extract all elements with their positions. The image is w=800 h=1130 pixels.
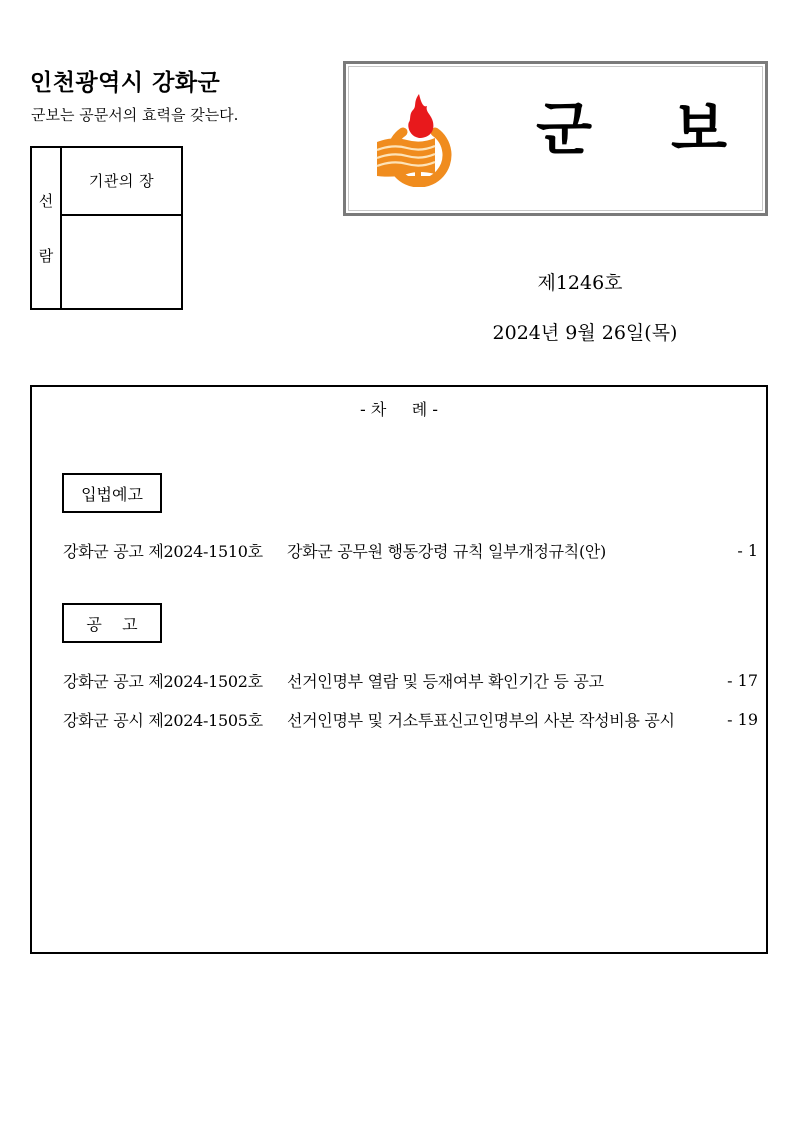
approval-side-column [32,148,62,308]
toc-entry[interactable] [63,538,758,562]
toc-title: - 차 례 - [359,400,439,419]
issue-date: 2024년 9월 26일(목) [492,322,678,344]
table-of-contents [30,385,768,954]
toc-entry-subject: 강화군 공무원 행동강령 규칙 일부개정규칙(안) [287,541,606,561]
gangwha-emblem-icon [373,92,463,187]
approval-signature-cell [62,216,181,308]
approval-side-label-top: 선 [38,192,54,210]
toc-entry-subject: 선거인명부 및 거소투표신고인명부의 사본 작성비용 공시 [287,710,675,730]
toc-entry-page: - 17 [727,670,758,690]
toc-entry-ref: 강화군 공시 제2024-1505호 [63,710,263,730]
toc-entry-page: - 1 [737,540,758,560]
masthead-title-char-1: 군 [536,95,593,163]
toc-entry[interactable] [63,668,758,692]
toc-entry[interactable] [63,707,758,731]
issue-number: 제1246호 [537,272,623,294]
section-label-public-notice: 공 고 [62,603,162,643]
approval-head-label: 기관의 장 [62,148,181,216]
section-label-legislative-notice: 입법예고 [62,473,162,513]
toc-entry-ref: 강화군 공고 제2024-1502호 [63,671,263,691]
toc-entry-subject: 선거인명부 열람 및 등재여부 확인기간 등 공고 [287,671,604,691]
approval-box [30,146,183,310]
masthead [343,61,768,216]
toc-entry-page: - 19 [727,709,758,729]
toc-entry-ref: 강화군 공고 제2024-1510호 [63,541,263,561]
masthead-title-char-2: 보 [671,95,728,163]
organization-title: 인천광역시 강화군 [30,70,221,96]
approval-side-label-bottom: 람 [38,247,54,265]
legal-notice: 군보는 공문서의 효력을 갖는다. [31,106,239,124]
